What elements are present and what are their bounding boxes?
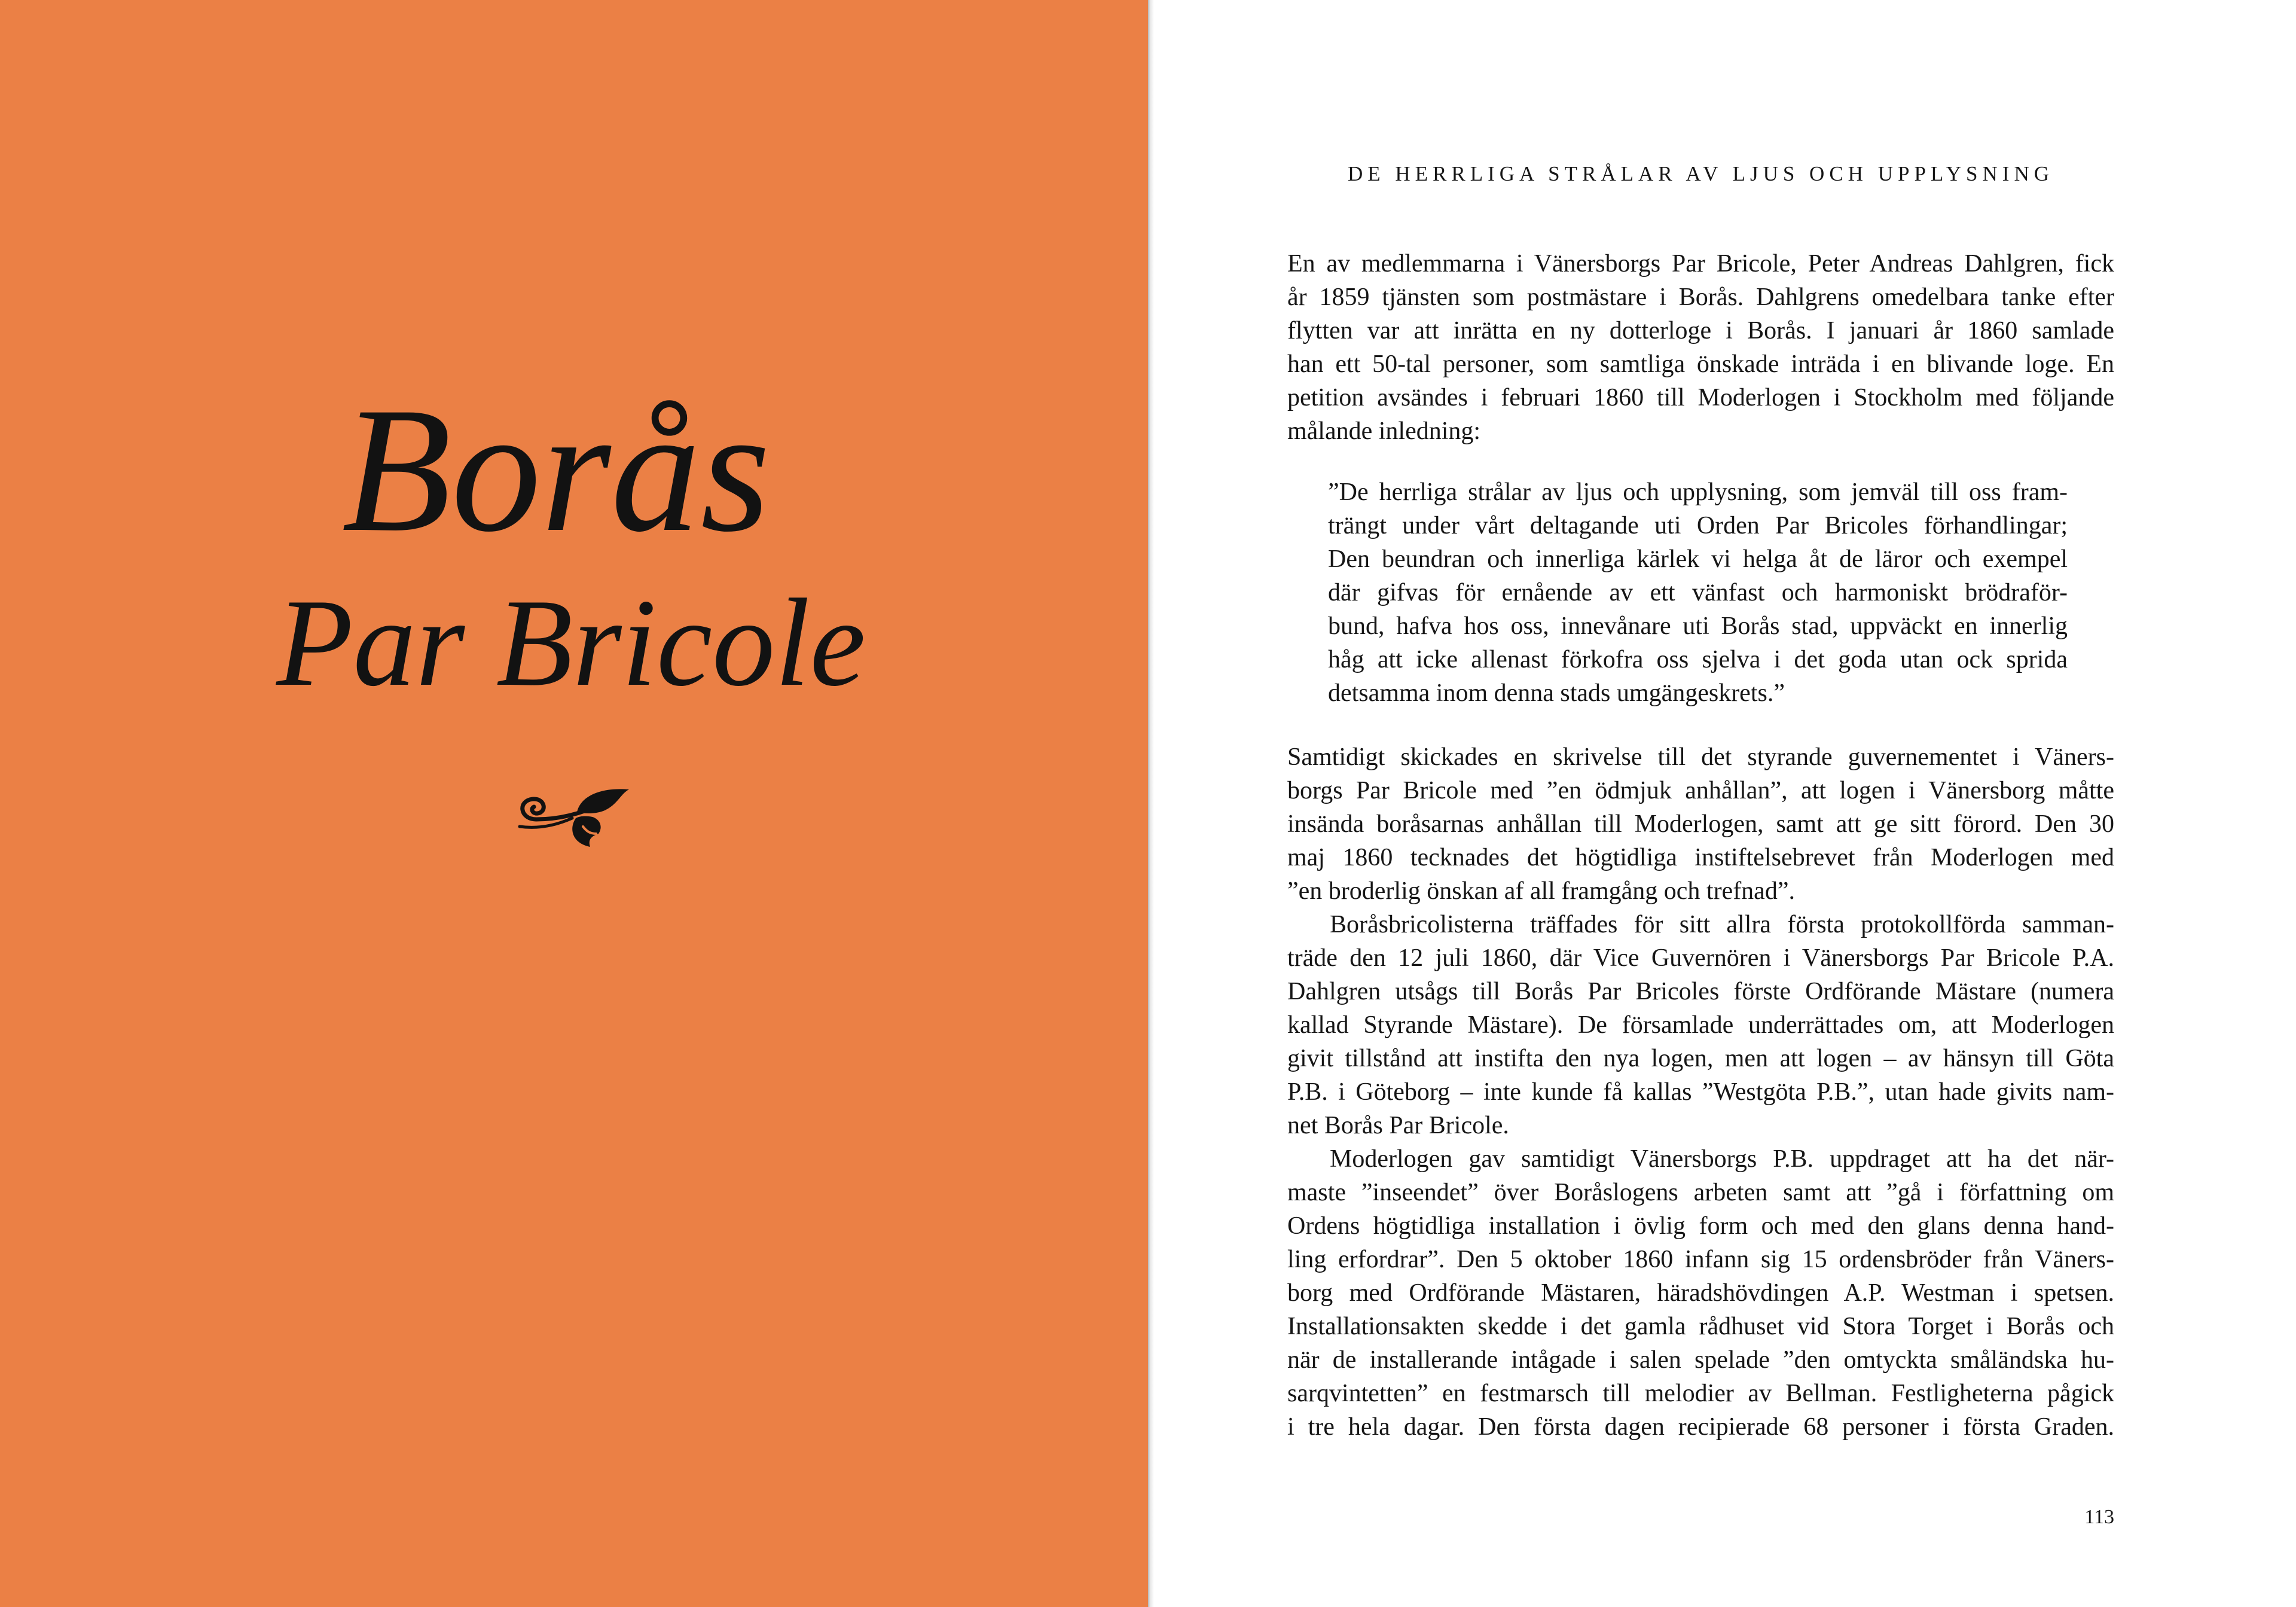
page-number: 113 — [2084, 1506, 2114, 1528]
paragraph-1 — [1287, 247, 2114, 448]
text-line: han ett 50-tal personer, som samtliga önskade inträda i en blivande loge. En — [1287, 350, 2114, 378]
paragraph-3 — [1287, 908, 2114, 1142]
fleuron-icon — [512, 776, 632, 851]
chapter-title-line-2: Par Bricole — [276, 574, 866, 712]
paragraph-4 — [1287, 1142, 2114, 1444]
quote-line: ”De herrliga strålar av ljus och upplysning, som jemväl till oss fram- — [1328, 478, 2068, 506]
quote-line: där gifvas för ernående av ett vänfast och harmoniskt brödraför- — [1328, 579, 2068, 606]
quote-line: Den beundran och innerliga kärlek vi helga åt de läror och exempel — [1328, 545, 2068, 573]
quote-line: detsamma inom denna stads umgängeskrets.” — [1328, 679, 1785, 707]
text-line: träde den 12 juli 1860, där Vice Guvernören i Vänersborgs Par Bricole P.A. — [1287, 944, 2114, 972]
text-line: när de installerande intågade i salen spelade ”den omtyckta småländska hu- — [1287, 1346, 2114, 1374]
text-line: insända boråsarnas anhållan till Moderlogen, samt att ge sitt förord. Den 30 — [1287, 810, 2114, 838]
text-line: Ordens högtidliga installation i övlig form och med den glans denna hand- — [1287, 1212, 2114, 1240]
text-line: Dahlgren utsågs till Borås Par Bricoles förste Ordförande Mästare (numera — [1287, 978, 2114, 1005]
quote-line: trängt under vårt deltagande uti Orden Par Bricoles förhandlingar; — [1328, 512, 2068, 539]
text-line: flytten var att inrätta en ny dotterloge i Borås. I januari år 1860 samlade — [1287, 317, 2114, 344]
quote-line: håg att icke allenast förkofra oss sjelva i det goda utan ock sprida — [1328, 646, 2068, 673]
text-line: borg med Ordförande Mästaren, häradshövdingen A.P. Westman i spetsen. — [1287, 1279, 2114, 1307]
text-line: Samtidigt skickades en skrivelse till det styrande guvernementet i Väners- — [1287, 743, 2114, 771]
chapter-title-line-1: Borås — [341, 370, 771, 569]
running-head: DE HERRLIGA STRÅLAR AV LJUS OCH UPPLYSNING — [1347, 162, 2054, 185]
text-line: P.B. i Göteborg – inte kunde få kallas ”Westgöta P.B.”, utan hade givits nam- — [1287, 1078, 2114, 1106]
text-line: borgs Par Bricole med ”en ödmjuk anhållan”, att logen i Vänersborg måtte — [1287, 777, 2114, 804]
block-quote — [1328, 475, 2068, 710]
body-text — [1287, 247, 2114, 1444]
paragraph-2 — [1287, 740, 2114, 908]
text-line: sarqvintetten” en festmarsch till melodier av Bellman. Festligheterna pågick — [1287, 1380, 2114, 1407]
text-line: i tre hela dagar. Den första dagen recipierade 68 personer i första Graden. — [1287, 1413, 2114, 1441]
text-line: ling erfordrar”. Den 5 oktober 1860 infann sig 15 ordensbröder från Väners- — [1287, 1246, 2114, 1273]
text-line: kallad Styrande Mästare). De församlade underrättades om, att Moderlogen — [1287, 1011, 2114, 1039]
text-line: år 1859 tjänsten som postmästare i Borås. Dahlgrens omedelbara tanke efter — [1287, 283, 2114, 311]
text-line: Installationsakten skedde i det gamla rådhuset vid Stora Torget i Borås och — [1287, 1313, 2114, 1340]
text-line: En av medlemmarna i Vänersborgs Par Bricole, Peter Andreas Dahlgren, fick — [1287, 250, 2114, 278]
text-line: Boråsbricolisterna träffades för sitt allra första protokollförda samman- — [1330, 911, 2114, 938]
text-line: målande inledning: — [1287, 417, 1481, 445]
text-line: net Borås Par Bricole. — [1287, 1112, 1509, 1139]
text-line: Moderlogen gav samtidigt Vänersborgs P.B. uppdraget att ha det när- — [1330, 1145, 2114, 1173]
quote-line: bund, hafva hos oss, innevånare uti Borås stad, uppväckt en innerlig — [1328, 612, 2068, 640]
text-line: givit tillstånd att instifta den nya logen, men att logen – av hänsyn till Göta — [1287, 1045, 2114, 1072]
text-line: maste ”inseendet” över Boråslogens arbeten samt att ”gå i författning om — [1287, 1179, 2114, 1206]
text-line: maj 1860 tecknades det högtidliga instiftelsebrevet från Moderlogen med — [1287, 844, 2114, 871]
book-spine — [1148, 0, 1154, 1607]
text-line: petition avsändes i februari 1860 till Moderlogen i Stockholm med följande — [1287, 384, 2114, 411]
text-line: ”en broderlig önskan af all framgång och trefnad”. — [1287, 877, 1795, 905]
